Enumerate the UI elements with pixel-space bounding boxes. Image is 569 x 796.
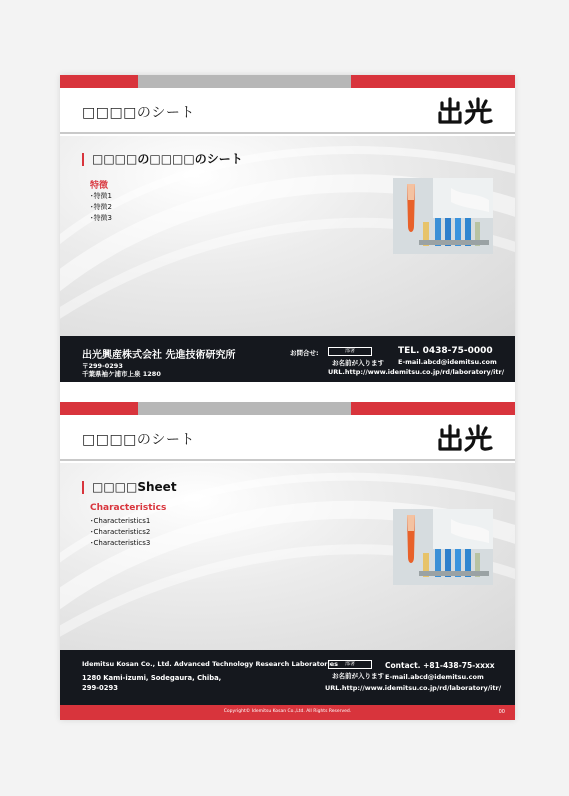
document-page	[60, 75, 515, 720]
lab-photo	[393, 509, 493, 585]
top-stripe	[60, 75, 515, 88]
postal-code: 〒299-0293	[82, 362, 123, 370]
lab-photo	[393, 178, 493, 254]
inquiry-label: お問合せ:	[290, 349, 319, 357]
company-name: 出光興産株式会社 先進技術研究所	[82, 350, 236, 361]
address-line-1: 1280 Kami-izumi, Sodegaura, Chiba,	[82, 674, 222, 682]
website-url: URL.http://www.idemitsu.co.jp/rd/laboratory/itr/	[328, 368, 505, 376]
sheet-header	[60, 415, 515, 461]
department-box: 部署	[328, 660, 372, 669]
feature-item: ･特徴2	[90, 203, 112, 211]
sheet-body	[60, 136, 515, 336]
website-url: URL.http://www.idemitsu.co.jp/rd/laboratory/itr/	[325, 684, 502, 692]
feature-item: ･特徴1	[90, 192, 112, 200]
feature-item: ･Characteristics1	[90, 517, 151, 525]
features-list	[90, 516, 150, 549]
features-heading: Characteristics	[90, 503, 167, 513]
name-placeholder: お名前が入ります	[332, 672, 384, 680]
address: 千葉県袖ケ浦市上泉 1280	[82, 370, 161, 378]
address-line-2: 299-0293	[82, 684, 118, 692]
page-number: 00	[498, 709, 505, 715]
telephone: TEL. 0438-75-0000	[398, 346, 493, 356]
feature-item: ･Characteristics3	[90, 539, 151, 547]
sheet-title: □□□□のシート	[82, 105, 195, 121]
feature-item: ･特徴3	[90, 214, 112, 222]
sheet-footer	[60, 650, 515, 705]
section-title: □□□□の□□□□のシート	[82, 153, 243, 166]
features-heading: 特徴	[90, 181, 109, 191]
sheet-body	[60, 463, 515, 650]
company-name: Idemitsu Kosan Co., Ltd. Advanced Technology Research Laboratories	[82, 660, 339, 668]
email: E-mail.abcd@idemitsu.com	[385, 673, 484, 681]
feature-item: ･Characteristics2	[90, 528, 151, 536]
sheet-english	[60, 402, 515, 705]
features-list	[90, 191, 112, 224]
name-placeholder: お名前が入ります	[332, 359, 384, 367]
top-stripe	[60, 402, 515, 415]
contact-phone: Contact. +81-438-75-xxxx	[385, 661, 495, 670]
section-title: □□□□Sheet	[82, 481, 177, 494]
sheet-title: □□□□のシート	[82, 432, 195, 448]
sheet-japanese	[60, 75, 515, 402]
sheet-header	[60, 88, 515, 134]
email: E-mail.abcd@idemitsu.com	[398, 358, 497, 366]
idemitsu-logo	[437, 97, 493, 125]
copyright-bar	[60, 705, 515, 720]
sheet-footer	[60, 336, 515, 382]
idemitsu-logo	[437, 424, 493, 452]
copyright-text: Copyright© Idemitsu Kosan Co.,Ltd. All Rights Reserved.	[223, 709, 352, 714]
department-box: 部署	[328, 347, 372, 356]
